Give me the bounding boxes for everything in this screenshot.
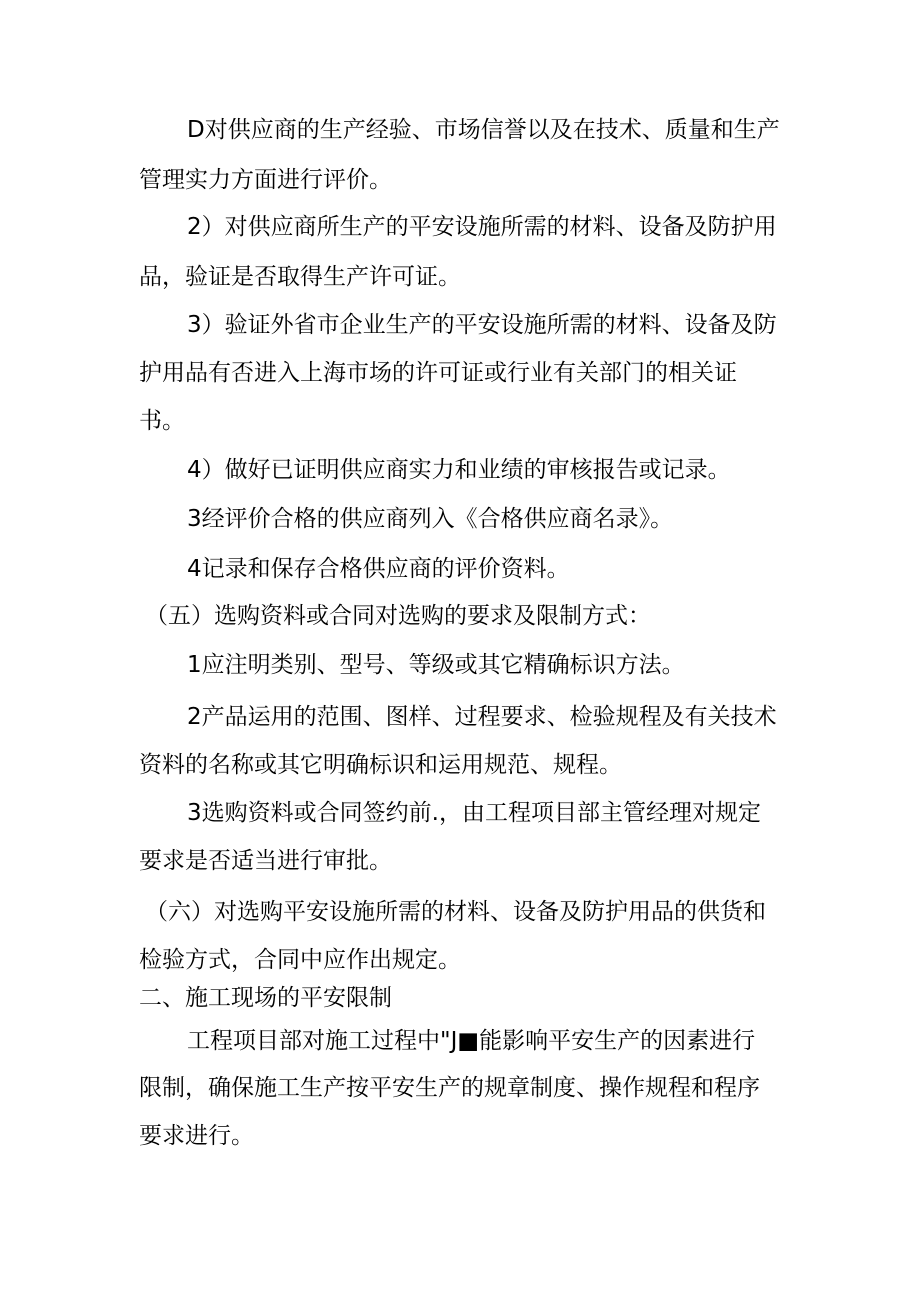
paragraph-product-scope: 2产品运用的范围、图样、过程要求、检验规程及有关技术 <box>187 704 777 730</box>
paragraph-site-control-cont: 限制，确保施工生产按平安生产的规章制度、操作规程和程序 <box>139 1075 760 1101</box>
paragraph-record-keeping: 4记录和保存合格供应商的评价资料。 <box>187 556 570 582</box>
paragraph-contract-review-cont: 要求是否适当进行审批。 <box>139 848 392 874</box>
section-heading-5: （五）选购资料或合同对选购的要求及限制方式： <box>145 603 651 629</box>
paragraph-item-4: 4）做好已证明供应商实力和业绩的审核报告或记录。 <box>187 457 731 483</box>
paragraph-supplier-evaluation-cont: 管理实力方面进行评价。 <box>139 167 392 193</box>
paragraph-item-2: 2）对供应商所生产的平安设施所需的材料、设备及防护用 <box>187 214 777 240</box>
paragraph-site-control-end: 要求进行。 <box>139 1123 254 1149</box>
paragraph-qualified-list: 3经评价合格的供应商列入《合格供应商名录》。 <box>187 506 674 532</box>
section-heading-6-cont: 检验方式，合同中应作出规定。 <box>139 947 461 973</box>
paragraph-item-3-cont: 护用品有否进入上海市场的许可证或行业有关部门的相关证 <box>139 360 737 386</box>
paragraph-item-2-cont: 品，验证是否取得生产许可证。 <box>139 264 461 290</box>
paragraph-item-3-end: 书。 <box>139 408 185 434</box>
paragraph-site-control: 工程项目部对施工过程中"J■能影响平安生产的因素进行 <box>187 1028 756 1054</box>
section-heading-6: （六）对选购平安设施所需的材料、设备及防护用品的供货和 <box>145 899 766 925</box>
paragraph-supplier-evaluation: D对供应商的生产经验、市场信誉以及在技术、质量和生产 <box>187 117 780 143</box>
paragraph-contract-review: 3选购资料或合同签约前.，由工程项目部主管经理对规定 <box>187 800 761 826</box>
paragraph-product-scope-cont: 资料的名称或其它明确标识和运用规范、规程。 <box>139 752 622 778</box>
paragraph-item-3: 3）验证外省市企业生产的平安设施所需的材料、设备及防 <box>187 312 777 338</box>
paragraph-specify-type: 1应注明类别、型号、等级或其它精确标识方法。 <box>187 652 685 678</box>
chapter-heading-site-safety: 二、施工现场的平安限制 <box>139 985 392 1011</box>
